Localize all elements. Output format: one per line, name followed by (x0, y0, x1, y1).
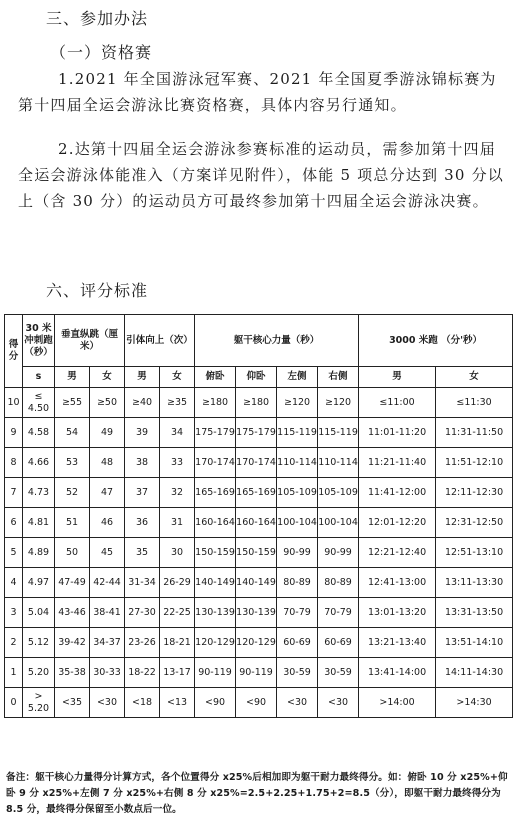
table-cell: 4.81 (23, 508, 55, 538)
header-core: 躯干核心力量（秒） (195, 315, 359, 367)
header-core-left: 左侧 (277, 367, 318, 388)
header-jump-female: 女 (90, 367, 125, 388)
table-cell: 37 (125, 478, 160, 508)
footnote: 备注：躯干核心力量得分计算方式，各个位置得分 x25%后相加即为躯干耐力最终得分。如：俯卧 10 分 x25%+仰卧 9 分 x25%+左侧 7 分 x25%+右侧 8 分 x25%=2.5+2.25+1.75+2=8.5（分），即躯干耐力最终得分为 8.5 分，最终得分保留至小数点后一位。 (6, 772, 508, 815)
table-cell: ≥35 (160, 388, 195, 418)
table-cell: 60-69 (277, 628, 318, 658)
table-cell: 80-89 (277, 568, 318, 598)
table-cell: 90-99 (318, 538, 359, 568)
header-core-right: 右侧 (318, 367, 359, 388)
table-cell: 18-22 (125, 658, 160, 688)
table-cell: > 5.20 (23, 688, 55, 718)
table-cell: 4 (5, 568, 23, 598)
paragraph-1: 1.2021 年全国游泳冠军赛、2021 年全国夏季游泳锦标赛为第十四届全运会游泳比赛资格赛，具体内容另行通知。 (18, 70, 497, 114)
table-cell: 35 (125, 538, 160, 568)
table-cell: 18-21 (160, 628, 195, 658)
table-cell: 7 (5, 478, 23, 508)
table-cell: 120-129 (195, 628, 236, 658)
table-cell: 5.20 (23, 658, 55, 688)
table-cell: <35 (55, 688, 90, 718)
qualifier-subheading: （一）资格赛 (50, 43, 153, 62)
table-cell: ≥120 (318, 388, 359, 418)
header-run-female: 女 (436, 367, 513, 388)
table-cell: 12:51-13:10 (436, 538, 513, 568)
table-cell: 130-139 (195, 598, 236, 628)
table-cell: 100-104 (318, 508, 359, 538)
table-cell: 11:51-12:10 (436, 448, 513, 478)
table-cell: 12:31-12:50 (436, 508, 513, 538)
table-cell: 3 (5, 598, 23, 628)
table-cell: 120-129 (236, 628, 277, 658)
table-cell: 110-114 (277, 448, 318, 478)
table-cell: 31 (160, 508, 195, 538)
header-pullup: 引体向上（次） (125, 315, 195, 367)
table-cell: 32 (160, 478, 195, 508)
table-cell: 23-26 (125, 628, 160, 658)
table-cell: 43-46 (55, 598, 90, 628)
table-cell: 170-174 (236, 448, 277, 478)
table-cell: 8 (5, 448, 23, 478)
table-cell: 13:41-14:00 (359, 658, 436, 688)
table-cell: ≥40 (125, 388, 160, 418)
table-cell: 115-119 (318, 418, 359, 448)
table-row (5, 658, 513, 688)
header-pullup-male: 男 (125, 367, 160, 388)
table-cell: ≤ 4.50 (23, 388, 55, 418)
table-body (5, 388, 513, 718)
table-row (5, 688, 513, 718)
table-cell: 22-25 (160, 598, 195, 628)
table-cell: 12:11-12:30 (436, 478, 513, 508)
table-cell: 13:21-13:40 (359, 628, 436, 658)
header-jump-male: 男 (55, 367, 90, 388)
table-cell: 170-174 (195, 448, 236, 478)
table-cell: <90 (195, 688, 236, 718)
table-cell: 42-44 (90, 568, 125, 598)
table-cell: 13:51-14:10 (436, 628, 513, 658)
table-cell: 12:41-13:00 (359, 568, 436, 598)
table-cell: ≤11:00 (359, 388, 436, 418)
table-cell: 90-119 (236, 658, 277, 688)
table-cell: 13-17 (160, 658, 195, 688)
table-cell: 10 (5, 388, 23, 418)
table-cell: 4.89 (23, 538, 55, 568)
table-cell: 4.97 (23, 568, 55, 598)
table-cell: ≥55 (55, 388, 90, 418)
header-run: 3000 米跑 （分'秒） (359, 315, 513, 367)
table-cell: 115-119 (277, 418, 318, 448)
table-cell: ≥120 (277, 388, 318, 418)
table-cell: 39-42 (55, 628, 90, 658)
table-cell: 165-169 (236, 478, 277, 508)
table-cell: 38-41 (90, 598, 125, 628)
table-cell: 34 (160, 418, 195, 448)
table-cell: 150-159 (236, 538, 277, 568)
table-row (5, 598, 513, 628)
table-cell: 90-119 (195, 658, 236, 688)
section-3-heading: 三、参加办法 (46, 9, 149, 28)
table-cell: 175-179 (195, 418, 236, 448)
table-cell: 70-79 (318, 598, 359, 628)
table-cell: 4.66 (23, 448, 55, 478)
table-row (5, 478, 513, 508)
table-cell: 110-114 (318, 448, 359, 478)
table-cell: 100-104 (277, 508, 318, 538)
table-cell: ≥50 (90, 388, 125, 418)
table-cell: 46 (90, 508, 125, 538)
table-cell: 160-164 (236, 508, 277, 538)
table-cell: 39 (125, 418, 160, 448)
header-pullup-female: 女 (160, 367, 195, 388)
table-cell: <90 (236, 688, 277, 718)
table-cell: 53 (55, 448, 90, 478)
table-cell: 140-149 (236, 568, 277, 598)
header-sprint-unit: s (23, 367, 55, 388)
table-cell: 0 (5, 688, 23, 718)
table-cell: 1 (5, 658, 23, 688)
table-cell: 11:01-11:20 (359, 418, 436, 448)
table-cell: 45 (90, 538, 125, 568)
header-sprint: 30 米冲刺跑（秒） (23, 315, 55, 367)
table-cell: 5.04 (23, 598, 55, 628)
header-jump: 垂直纵跳（厘米） (55, 315, 125, 367)
scoring-table (4, 314, 513, 718)
table-row (5, 388, 513, 418)
table-cell: 4.58 (23, 418, 55, 448)
table-cell: 90-99 (277, 538, 318, 568)
table-cell: 70-79 (277, 598, 318, 628)
table-cell: 140-149 (195, 568, 236, 598)
table-cell: 11:21-11:40 (359, 448, 436, 478)
table-cell: 36 (125, 508, 160, 538)
table-cell: >14:00 (359, 688, 436, 718)
table-cell: 14:11-14:30 (436, 658, 513, 688)
table-cell: 4.73 (23, 478, 55, 508)
table-cell: 11:31-11:50 (436, 418, 513, 448)
table-cell: 12:21-12:40 (359, 538, 436, 568)
table-cell: 12:01-12:20 (359, 508, 436, 538)
table-cell: 105-109 (277, 478, 318, 508)
header-score: 得分 (5, 315, 23, 388)
table-cell: 38 (125, 448, 160, 478)
table-cell: 150-159 (195, 538, 236, 568)
table-cell: 2 (5, 628, 23, 658)
table-cell: 27-30 (125, 598, 160, 628)
table-cell: 50 (55, 538, 90, 568)
table-cell: 30 (160, 538, 195, 568)
table-cell: 30-59 (277, 658, 318, 688)
table-cell: 49 (90, 418, 125, 448)
paragraph-2: 2.达第十四届全运会游泳参赛标准的运动员，需参加第十四届全运会游泳体能准入（方案详见附件），体能 5 项总分达到 30 分以上（含 30 分）的运动员方可最终参加第十四届全运会游泳决赛。 (18, 140, 505, 210)
table-row (5, 628, 513, 658)
table-cell: >14:30 (436, 688, 513, 718)
table-cell: 6 (5, 508, 23, 538)
table-cell: <30 (90, 688, 125, 718)
table-cell: 5.12 (23, 628, 55, 658)
table-row (5, 448, 513, 478)
table-cell: ≥180 (236, 388, 277, 418)
table-cell: 5 (5, 538, 23, 568)
table-cell: 130-139 (236, 598, 277, 628)
table-cell: <30 (318, 688, 359, 718)
section-6-heading: 六、评分标准 (46, 281, 149, 300)
table-cell: ≥180 (195, 388, 236, 418)
table-row (5, 538, 513, 568)
header-run-male: 男 (359, 367, 436, 388)
table-cell: <13 (160, 688, 195, 718)
table-cell: 47 (90, 478, 125, 508)
table-cell: 33 (160, 448, 195, 478)
table-cell: ≤11:30 (436, 388, 513, 418)
table-cell: 11:41-12:00 (359, 478, 436, 508)
table-cell: 13:31-13:50 (436, 598, 513, 628)
table-cell: 160-164 (195, 508, 236, 538)
table-cell: 60-69 (318, 628, 359, 658)
table-cell: <18 (125, 688, 160, 718)
table-cell: 31-34 (125, 568, 160, 598)
table-cell: 9 (5, 418, 23, 448)
table-cell: 13:11-13:30 (436, 568, 513, 598)
header-core-prone: 俯卧 (195, 367, 236, 388)
table-cell: 52 (55, 478, 90, 508)
table-cell: 30-33 (90, 658, 125, 688)
table-row (5, 418, 513, 448)
table-cell: 175-179 (236, 418, 277, 448)
table-row (5, 568, 513, 598)
scoring-table-wrapper (4, 314, 512, 820)
table-cell: 26-29 (160, 568, 195, 598)
table-cell: 51 (55, 508, 90, 538)
table-cell: 48 (90, 448, 125, 478)
table-cell: 105-109 (318, 478, 359, 508)
table-cell: 34-37 (90, 628, 125, 658)
table-cell: 54 (55, 418, 90, 448)
table-cell: 30-59 (318, 658, 359, 688)
table-cell: 13:01-13:20 (359, 598, 436, 628)
table-cell: 80-89 (318, 568, 359, 598)
table-cell: <30 (277, 688, 318, 718)
table-cell: 165-169 (195, 478, 236, 508)
header-core-supine: 仰卧 (236, 367, 277, 388)
table-cell: 35-38 (55, 658, 90, 688)
table-cell: 47-49 (55, 568, 90, 598)
table-row (5, 508, 513, 538)
